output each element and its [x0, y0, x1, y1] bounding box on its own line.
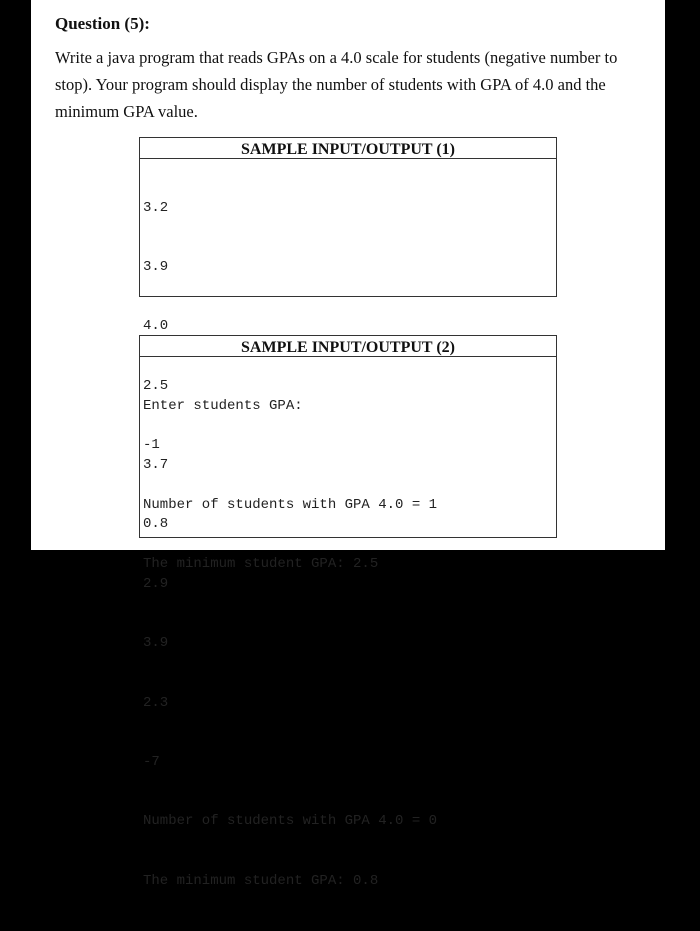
sample-line: 2.3 [143, 694, 169, 711]
sample-line: -7 [143, 753, 160, 770]
sample-line: Enter students GPA: [143, 397, 303, 414]
sample-line: Number of students with GPA 4.0 = 1 [143, 496, 438, 513]
sample-line: 3.9 [143, 258, 169, 275]
sample-io-header-2: SAMPLE INPUT/OUTPUT (2) [140, 336, 556, 357]
question-text: Write a java program that reads GPAs on a 4.0 scale for students (negative number to stop). Your program should display the number of students with GPA of 4.0 and the minimum GPA value. [55, 48, 618, 121]
sample-line: The minimum student GPA: 0.8 [143, 872, 379, 889]
sample-line: Number of students with GPA 4.0 = 0 [143, 813, 438, 830]
sample-line: 3.2 [143, 199, 169, 216]
sample-io-header-1: SAMPLE INPUT/OUTPUT (1) [140, 138, 556, 159]
sample-line: 2.5 [143, 377, 169, 394]
sample-line: 3.7 [143, 456, 169, 473]
sample-line: 0.8 [143, 516, 169, 533]
sample-line: 4.0 [143, 318, 169, 335]
sample-io-lines-2 [140, 357, 556, 931]
sample-line: The minimum student GPA: 2.5 [143, 555, 379, 572]
sample-line: 2.9 [143, 575, 169, 592]
sample-line: 3.9 [143, 635, 169, 652]
document-page [31, 0, 665, 889]
sample-line: -1 [143, 437, 160, 454]
question-title: Question (5): [55, 14, 150, 33]
